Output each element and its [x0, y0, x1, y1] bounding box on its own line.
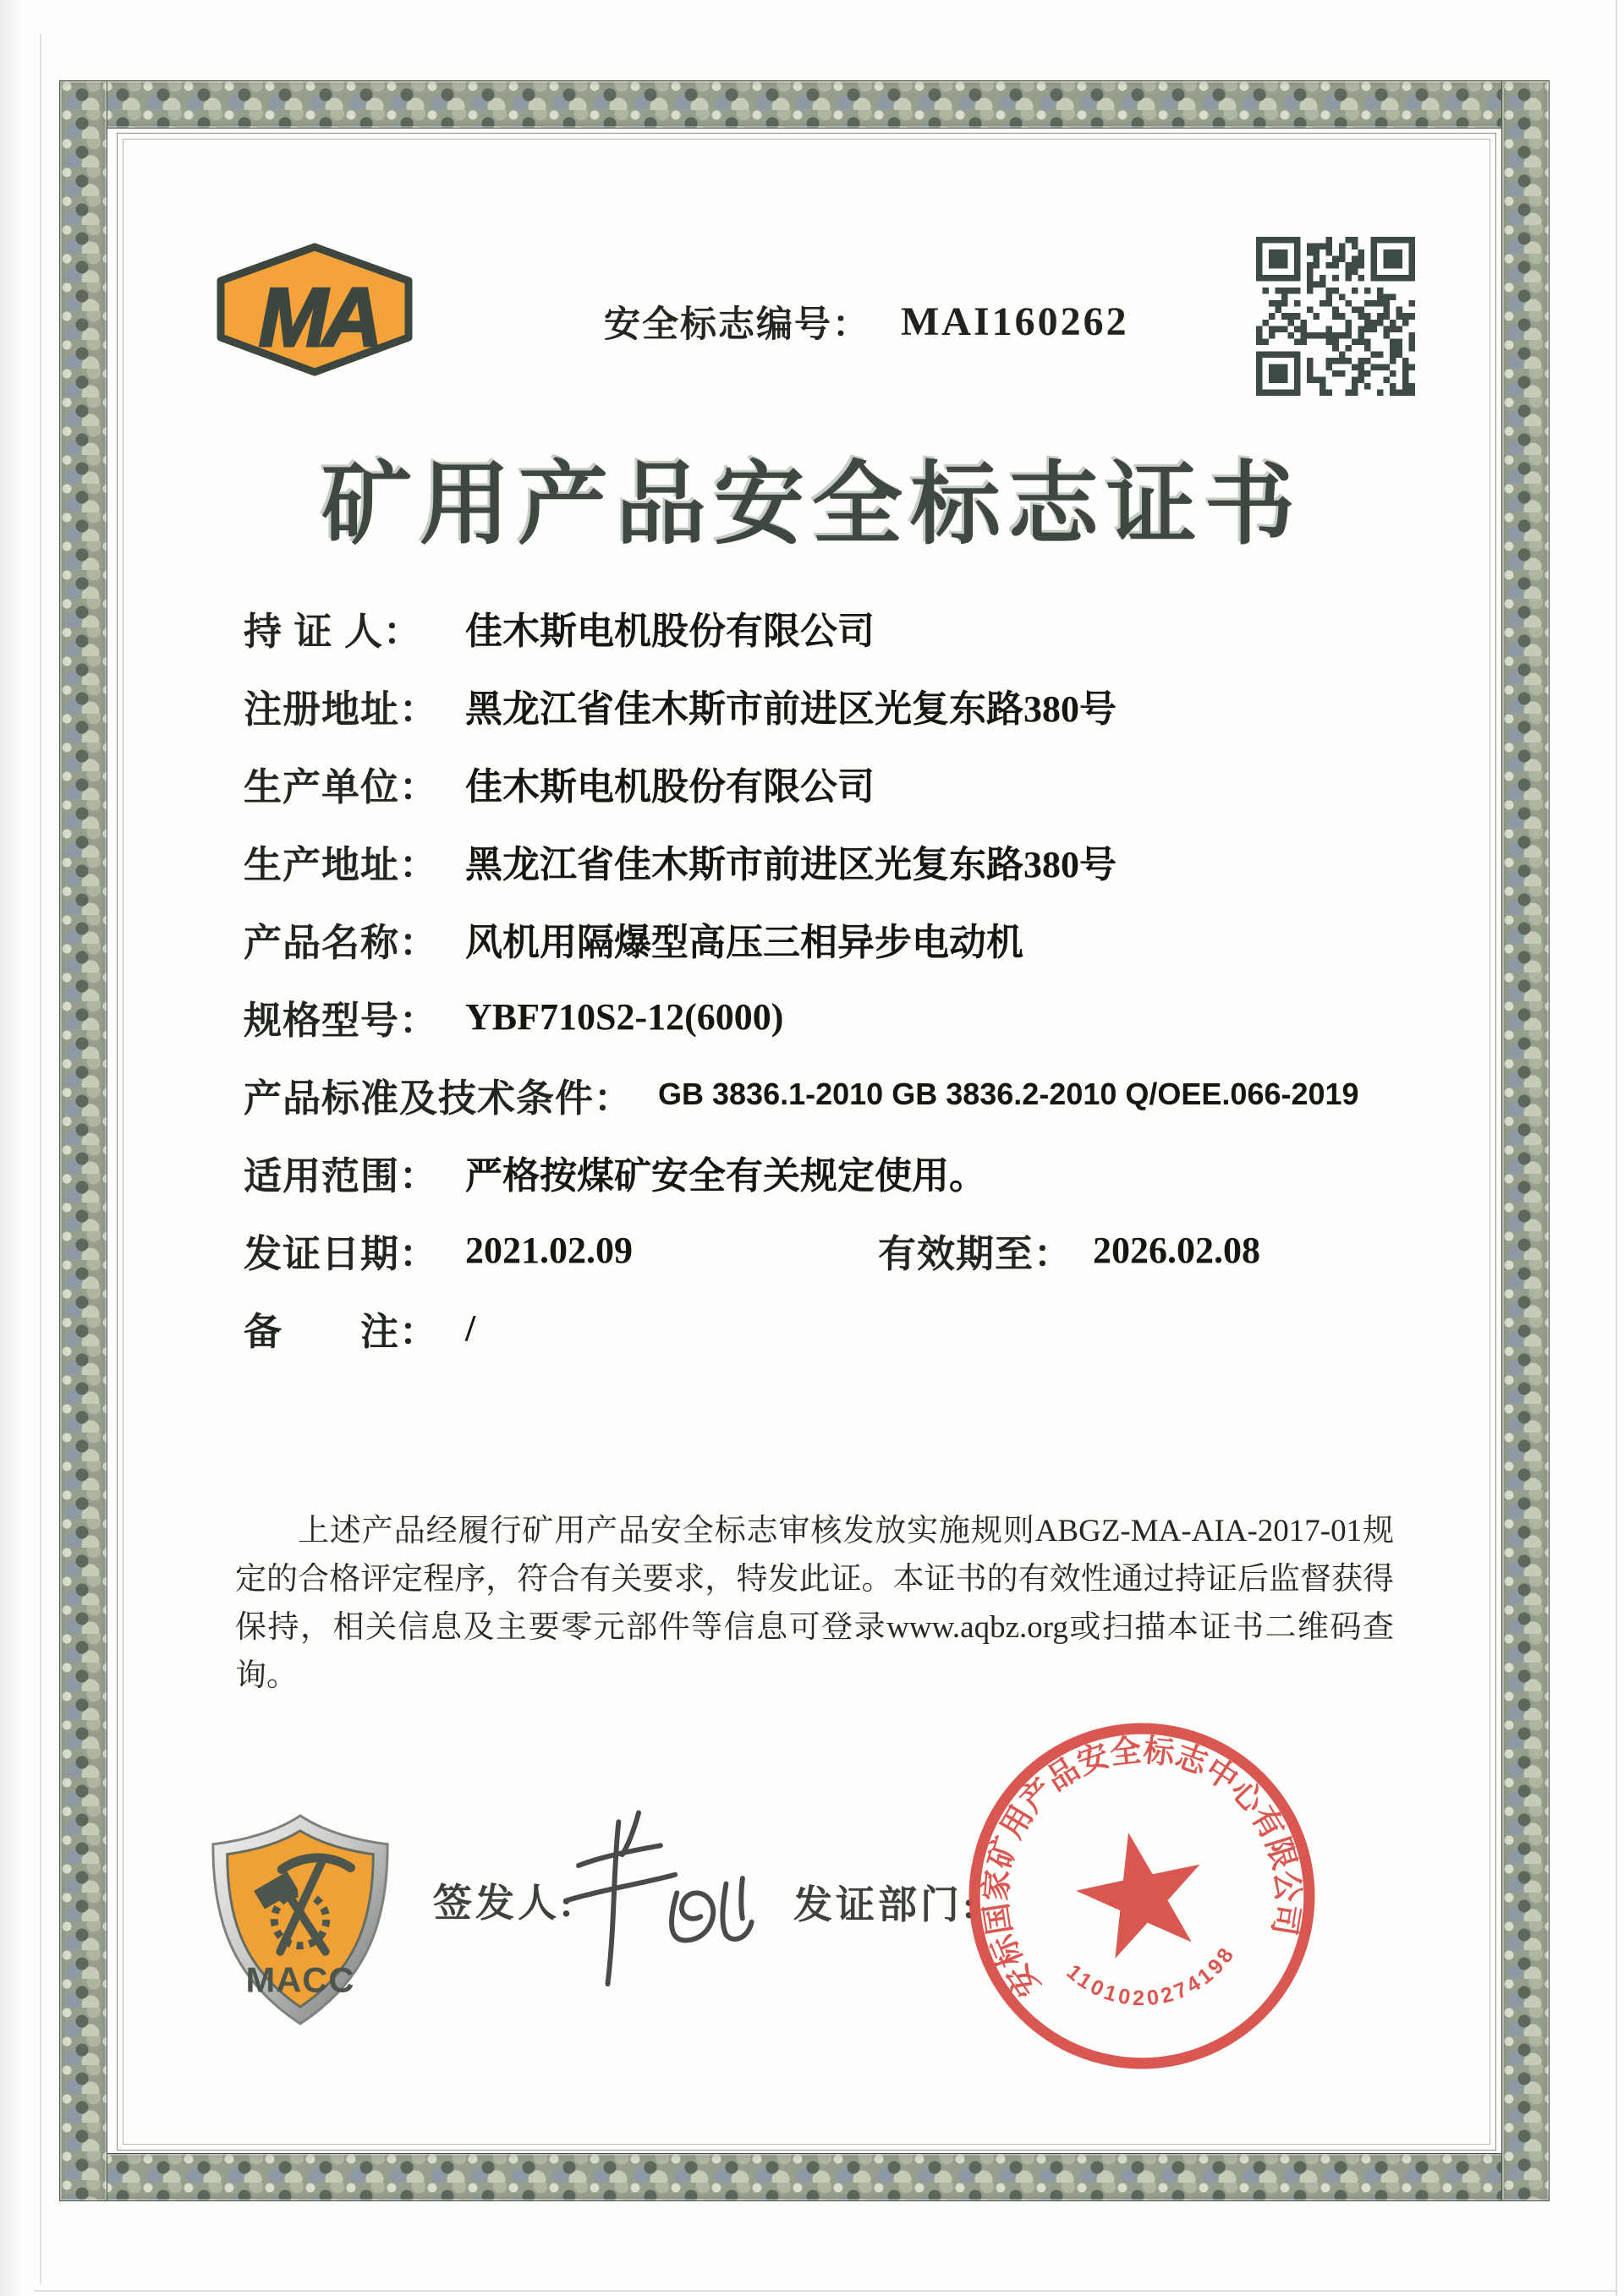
signer-label: 签发人:	[433, 1882, 577, 1925]
macc-shield-logo	[200, 1810, 401, 2031]
certificate-title: 矿用产品安全标志证书	[321, 456, 1303, 556]
mark-number-label: 安全标志编号：	[604, 304, 870, 345]
mark-number-line	[604, 298, 1129, 345]
field-row-holder	[244, 604, 875, 653]
field-label: 注册地址：	[244, 687, 439, 731]
field-value: 黑龙江省佳木斯市前进区光复东路380号	[465, 844, 1116, 885]
svg-text:1101020274198	[1059, 1926, 1248, 2028]
field-value: GB 3836.1-2010 GB 3836.2-2010 Q/OEE.066-2019	[658, 1077, 1359, 1111]
field-value: YBF710S2-12(6000)	[465, 995, 784, 1038]
field-value: 佳木斯电机股份有限公司	[465, 766, 875, 808]
valid-until-value: 2026.02.08	[1093, 1229, 1260, 1271]
field-label: 持 证 人：	[244, 609, 423, 653]
seal-ring-text: 安标国家矿用产品安全标志中心有限公司	[979, 1733, 1305, 2003]
scan-shadow	[0, 0, 22, 2296]
seal-number: 1101020274198	[1062, 1941, 1241, 2011]
field-label: 产品名称：	[244, 920, 439, 964]
issue-date-label: 发证日期：	[244, 1231, 439, 1275]
ma-logo-text: MA	[258, 271, 378, 364]
scan-edge-line	[34, 2290, 1617, 2292]
scan-edge-line	[1616, 0, 1617, 2296]
field-row-model	[244, 993, 784, 1042]
decorative-border-left	[59, 80, 107, 2201]
valid-until-label: 有效期至：	[878, 1231, 1073, 1275]
remark-value: /	[465, 1307, 476, 1349]
field-value: 佳木斯电机股份有限公司	[465, 611, 875, 652]
remark-label: 备 注：	[244, 1309, 439, 1353]
decorative-border-right	[1501, 80, 1550, 2201]
qr-code	[1254, 237, 1418, 396]
field-row-manufacturer	[244, 759, 875, 808]
field-label: 生产单位：	[244, 764, 439, 808]
decorative-border-bottom	[59, 2153, 1550, 2201]
field-value: 黑龙江省佳木斯市前进区光复东路380号	[465, 688, 1116, 730]
seal-star	[1067, 1819, 1215, 1963]
signature	[531, 1800, 768, 2003]
field-value: 严格按煤矿安全有关规定使用。	[465, 1155, 986, 1197]
field-row-product-name	[244, 915, 1023, 964]
field-row-dates	[244, 1226, 1470, 1274]
mark-number-value: MAI160262	[901, 299, 1129, 344]
field-value: 风机用隔爆型高压三相异步电动机	[465, 922, 1023, 963]
field-row-scope	[244, 1148, 986, 1197]
official-seal	[963, 1717, 1321, 2075]
issuer-label: 发证部门:	[793, 1883, 979, 1926]
field-label: 规格型号：	[244, 998, 439, 1042]
field-row-reg-address	[244, 682, 1116, 731]
issue-date-value: 2021.02.09	[465, 1229, 633, 1271]
ma-logo	[213, 243, 416, 376]
field-label: 适用范围：	[244, 1153, 439, 1197]
field-label: 产品标准及技术条件：	[244, 1076, 634, 1120]
decorative-border-top	[59, 80, 1550, 129]
field-row-remark	[244, 1304, 476, 1353]
field-row-prod-address	[244, 837, 1116, 886]
scan-edge-line	[40, 34, 41, 2283]
macc-logo-text: MACC	[245, 1959, 355, 2000]
certificate-statement: 上述产品经履行矿用产品安全标志审核发放实施规则ABGZ-MA-AIA-2017-01规定的合格评定程序，符合有关要求，特发此证。本证书的有效性通过持证后监督获得保持，相关信息及主要零元部件等信息可登录www.aqbz.org或扫描本证书二维码查询。	[235, 1514, 1394, 1693]
field-row-standards	[244, 1071, 1359, 1118]
field-label: 生产地址：	[244, 842, 439, 886]
